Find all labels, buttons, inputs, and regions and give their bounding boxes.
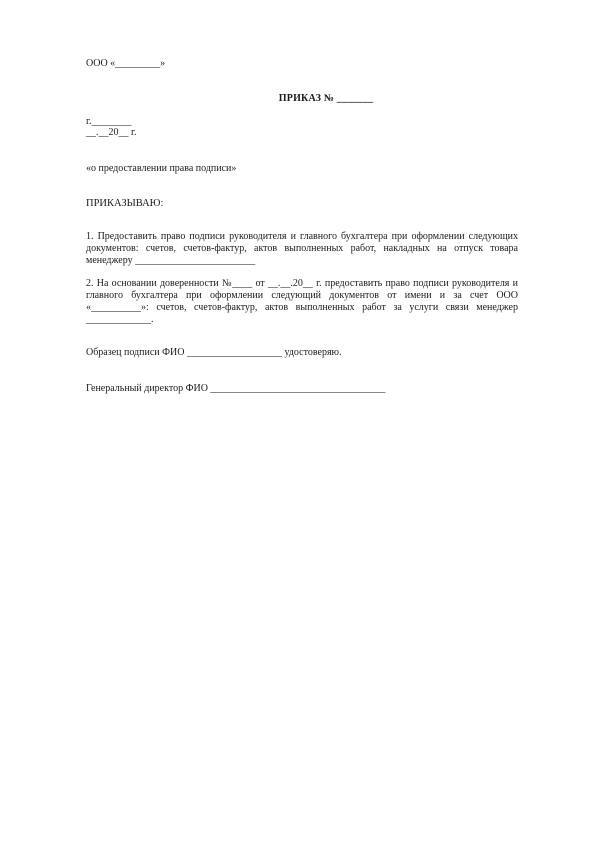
city-line: г.________ xyxy=(86,116,132,127)
order-subject: «о предоставлении права подписи» xyxy=(86,163,237,174)
organization-line: ООО «_________» xyxy=(86,58,166,69)
order-paragraph-2: 2. На основании доверенности №____ от __.__.20__ г. предоставить право подписи руководителя и главного бухгалтера при оформлении следующий документов от имени и за счет ООО «__________»: счетов, счетов-фактур, актов выполненных работ за услуги связи менеджер _____________. xyxy=(86,278,518,325)
order-title: ПРИКАЗ № _______ xyxy=(278,93,374,104)
date-line: __.__20__ г. xyxy=(86,127,137,138)
director-signature-line: Генеральный директор ФИО ___________________________________ xyxy=(86,383,386,394)
order-keyword: ПРИКАЗЫВАЮ: xyxy=(86,198,164,209)
signature-sample-line: Образец подписи ФИО ___________________ удостоверяю. xyxy=(86,347,342,358)
order-paragraph-1: 1. Предоставить право подписи руководителя и главного бухгалтера при оформлении следующих документов: счетов, счетов-фактур, актов выполненных работ, накладных на отпуск товара менеджеру ________________________ xyxy=(86,231,518,266)
